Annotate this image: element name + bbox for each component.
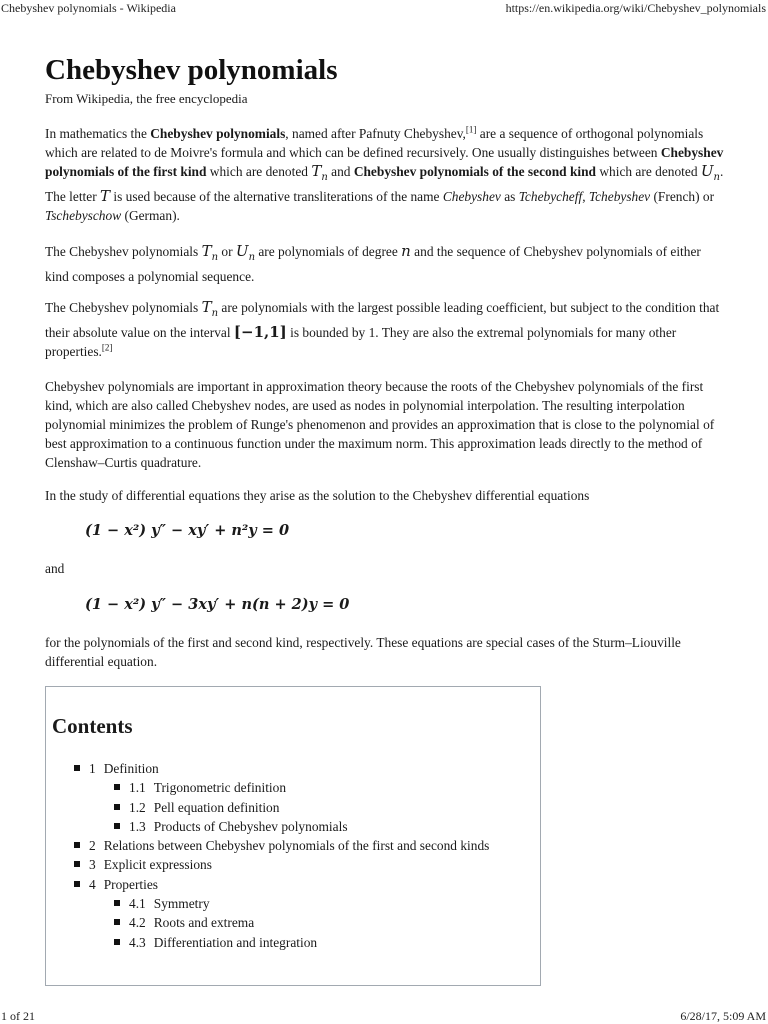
intro-paragraph-1 [45,124,725,225]
page-title: Chebyshev polynomials [45,54,338,86]
toc-subitem[interactable]: 4.3 Differentiation and integration [114,933,489,952]
bullet-icon [114,784,120,790]
text: which are denoted [596,164,701,179]
text: are a sequence of orthogonal polynomials which are related to de Moivre's formula and which can be defined recursively. One usually distinguishes between [45,126,704,160]
text: The Chebyshev polynomials [45,300,202,315]
bold-term: Chebyshev polynomials of the second kind [353,164,597,179]
equation-second-kind: (1 − x²) y″ − 3xy′ + n(n + 2)y = 0 [85,596,350,613]
math-symbol: T [100,187,111,205]
intro-paragraph-5: In the study of differential equations they arise as the solution to the Chebyshev differential equations [45,488,590,503]
page-counter: 1 of 21 [1,1009,35,1023]
text: (German). [121,208,180,223]
equation-first-kind: (1 − x²) y″ − xy′ + n²y = 0 [85,522,290,539]
text: (French) or [650,189,715,204]
italic-term: Tschebyschow [45,208,122,223]
toc-subitem[interactable]: 1.1 Trigonometric definition [114,778,489,797]
page-url[interactable]: https://en.wikipedia.org/wiki/Chebyshev_polynomials [505,1,766,15]
bullet-icon [74,842,80,848]
toc-subitem[interactable]: 4.1 Symmetry [114,894,489,913]
text: is used because of the alternative transliterations of the name [110,189,443,204]
math-symbol: $U_n$ [700,162,720,183]
bullet-icon [74,861,80,867]
page-subtitle: From Wikipedia, the free encyclopedia [45,91,248,106]
toc-subitem[interactable]: 1.2 Pell equation definition [114,798,489,817]
browser-tab-title: Chebyshev polynomials - Wikipedia [1,1,176,15]
print-timestamp: 6/28/17, 5:09 AM [680,1009,766,1023]
text: , named after Pafnuty Chebyshev, [285,126,466,141]
toc-list [74,759,489,952]
citation-link[interactable]: [2] [101,342,113,353]
text: , [582,189,589,204]
bullet-icon [74,765,80,771]
bullet-icon [114,939,120,945]
toc-subitem[interactable]: 4.2 Roots and extrema [114,913,489,932]
text: as [500,189,519,204]
intro-paragraph-7: for the polynomials of the first and second kind, respectively. These equations are special cases of the Sturm–Liouville differential equation. [45,635,681,669]
citation-link[interactable]: [1] [465,124,477,135]
bullet-icon [114,919,120,925]
text: In mathematics the [45,126,151,141]
text: are polynomials with the largest possible leading coefficient, but subject to the condition that their absolute value on the interval [45,300,720,340]
text: and [327,164,354,179]
bullet-icon [114,823,120,829]
toc-item[interactable]: 4 Properties 4.1 Symmetry 4.2 Roots and extrema 4.3 Differentiation and integration [74,875,489,952]
text: The Chebyshev polynomials [45,244,202,259]
bold-term: Chebyshev polynomials [150,126,286,141]
table-of-contents [45,686,541,986]
text: are polynomials of degree [255,244,402,259]
math-symbol: n [401,242,411,260]
intro-paragraph-2 [45,242,725,286]
toc-subitem[interactable]: 1.3 Products of Chebyshev polynomials [114,817,489,836]
toc-heading: Contents [52,714,133,738]
bullet-icon [114,900,120,906]
math-symbol: $T_n$ [311,162,328,183]
intro-paragraph-6: and [45,561,65,576]
italic-term: Chebyshev [442,189,501,204]
math-symbol: $T_n$ [201,298,219,319]
toc-item[interactable]: 2 Relations between Chebyshev polynomials of the first and second kinds [74,836,489,855]
bullet-icon [114,804,120,810]
text: . The letter [45,164,724,204]
bold-term: Chebyshev polynomials of the first kind [45,145,724,179]
text: or [218,244,236,259]
text: and the sequence of Chebyshev polynomials of either kind composes a polynomial sequence. [45,244,701,284]
text: which are denoted [206,164,312,179]
math-symbol: $T_n$ [201,242,219,263]
intro-paragraph-4: Chebyshev polynomials are important in approximation theory because the roots of the Chebyshev polynomials of the first kind, which are also called Chebyshev nodes, are used as nodes in polynomial interpolation. The resulting interpolation polynomial minimizes the problem of Runge's phenomenon and provides an approximation that is close to the polynomial of best approximation to a continuous function under the maximum norm. This approximation leads directly to the method of Clenshaw–Curtis quadrature. [45,379,715,470]
math-symbol: $U_n$ [235,242,256,263]
italic-term: Tchebycheff [518,189,583,204]
italic-term: Tchebyshev [588,189,651,204]
intro-paragraph-3 [45,298,725,361]
text: is bounded by 1. They are also the extremal polynomials for many other properties. [45,325,677,359]
toc-item[interactable]: 1 Definition 1.1 Trigonometric definition 1.2 Pell equation definition 1.3 Products of Chebyshev polynomials [74,759,489,836]
toc-item[interactable]: 3 Explicit expressions [74,855,489,874]
math-interval: [−1,1] [233,323,287,341]
bullet-icon [74,881,80,887]
